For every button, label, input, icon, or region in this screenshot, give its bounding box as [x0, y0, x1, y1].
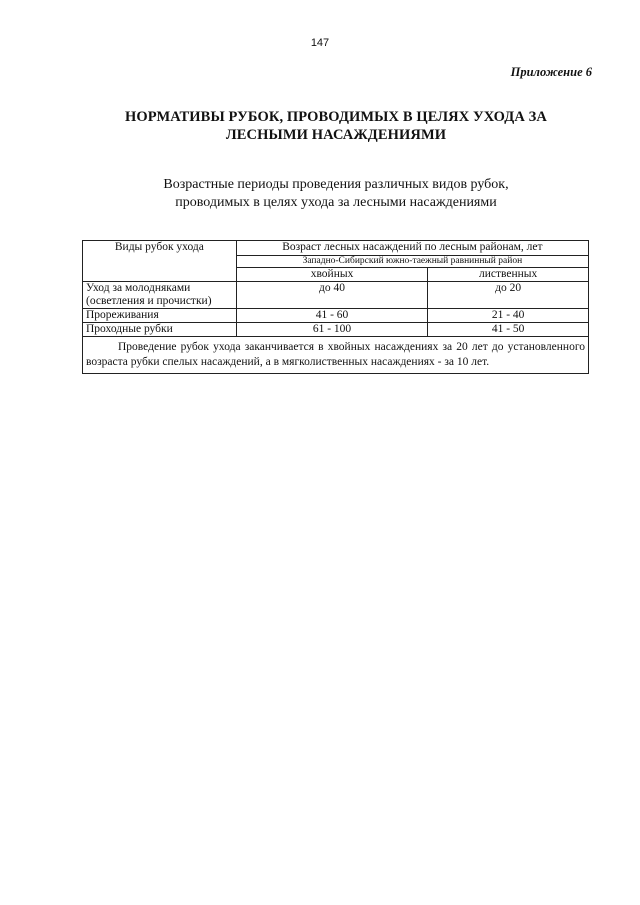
row-deciduous-value: 41 - 50 [428, 323, 589, 337]
row-type-cell: Проходные рубки [83, 323, 237, 337]
row-coniferous-value: 61 - 100 [236, 323, 428, 337]
table-header-row [83, 241, 589, 256]
table-note: Проведение рубок ухода заканчивается в хвойных насаждениях за 20 лет до установленного возраста рубки спелых насаждений, а в мягколиственных насаждениях - за 10 лет. [83, 337, 589, 374]
table-row [83, 309, 589, 323]
row-type-cell: Прореживания [83, 309, 237, 323]
row-coniferous-value: 41 - 60 [236, 309, 428, 323]
main-title-line-1: НОРМАТИВЫ РУБОК, ПРОВОДИМЫХ В ЦЕЛЯХ УХОДА ЗА [125, 109, 547, 125]
header-age: Возраст лесных насаждений по лесным районам, лет [236, 241, 588, 256]
table-row [83, 282, 589, 309]
header-felling-type: Виды рубок ухода [83, 241, 237, 282]
page-number: 147 [310, 37, 330, 49]
row-deciduous-value: до 20 [428, 282, 589, 309]
main-title [0, 108, 640, 144]
table-note-row [83, 337, 589, 374]
row-coniferous-value: до 40 [236, 282, 428, 309]
row-type-line: Уход за молодняками [86, 282, 191, 294]
main-title-line-2: ЛЕСНЫМИ НАСАЖДЕНИЯМИ [225, 127, 447, 143]
row-type-line: (осветления и прочистки) [86, 295, 212, 307]
subtitle-line-2: проводимых в целях ухода за лесными насаждениями [175, 195, 497, 210]
header-coniferous: хвойных [236, 268, 428, 282]
felling-norms-table [82, 240, 589, 374]
subtitle-line-1: Возрастные периоды проведения различных видов рубок, [163, 177, 509, 192]
header-deciduous: лиственных [428, 268, 589, 282]
table-row [83, 323, 589, 337]
table-subtitle [0, 176, 640, 212]
row-deciduous-value: 21 - 40 [428, 309, 589, 323]
appendix-label: Приложение 6 [510, 65, 592, 79]
header-region: Западно-Сибирский южно-таежный равнинный район [236, 256, 588, 268]
row-type-cell [83, 282, 237, 309]
